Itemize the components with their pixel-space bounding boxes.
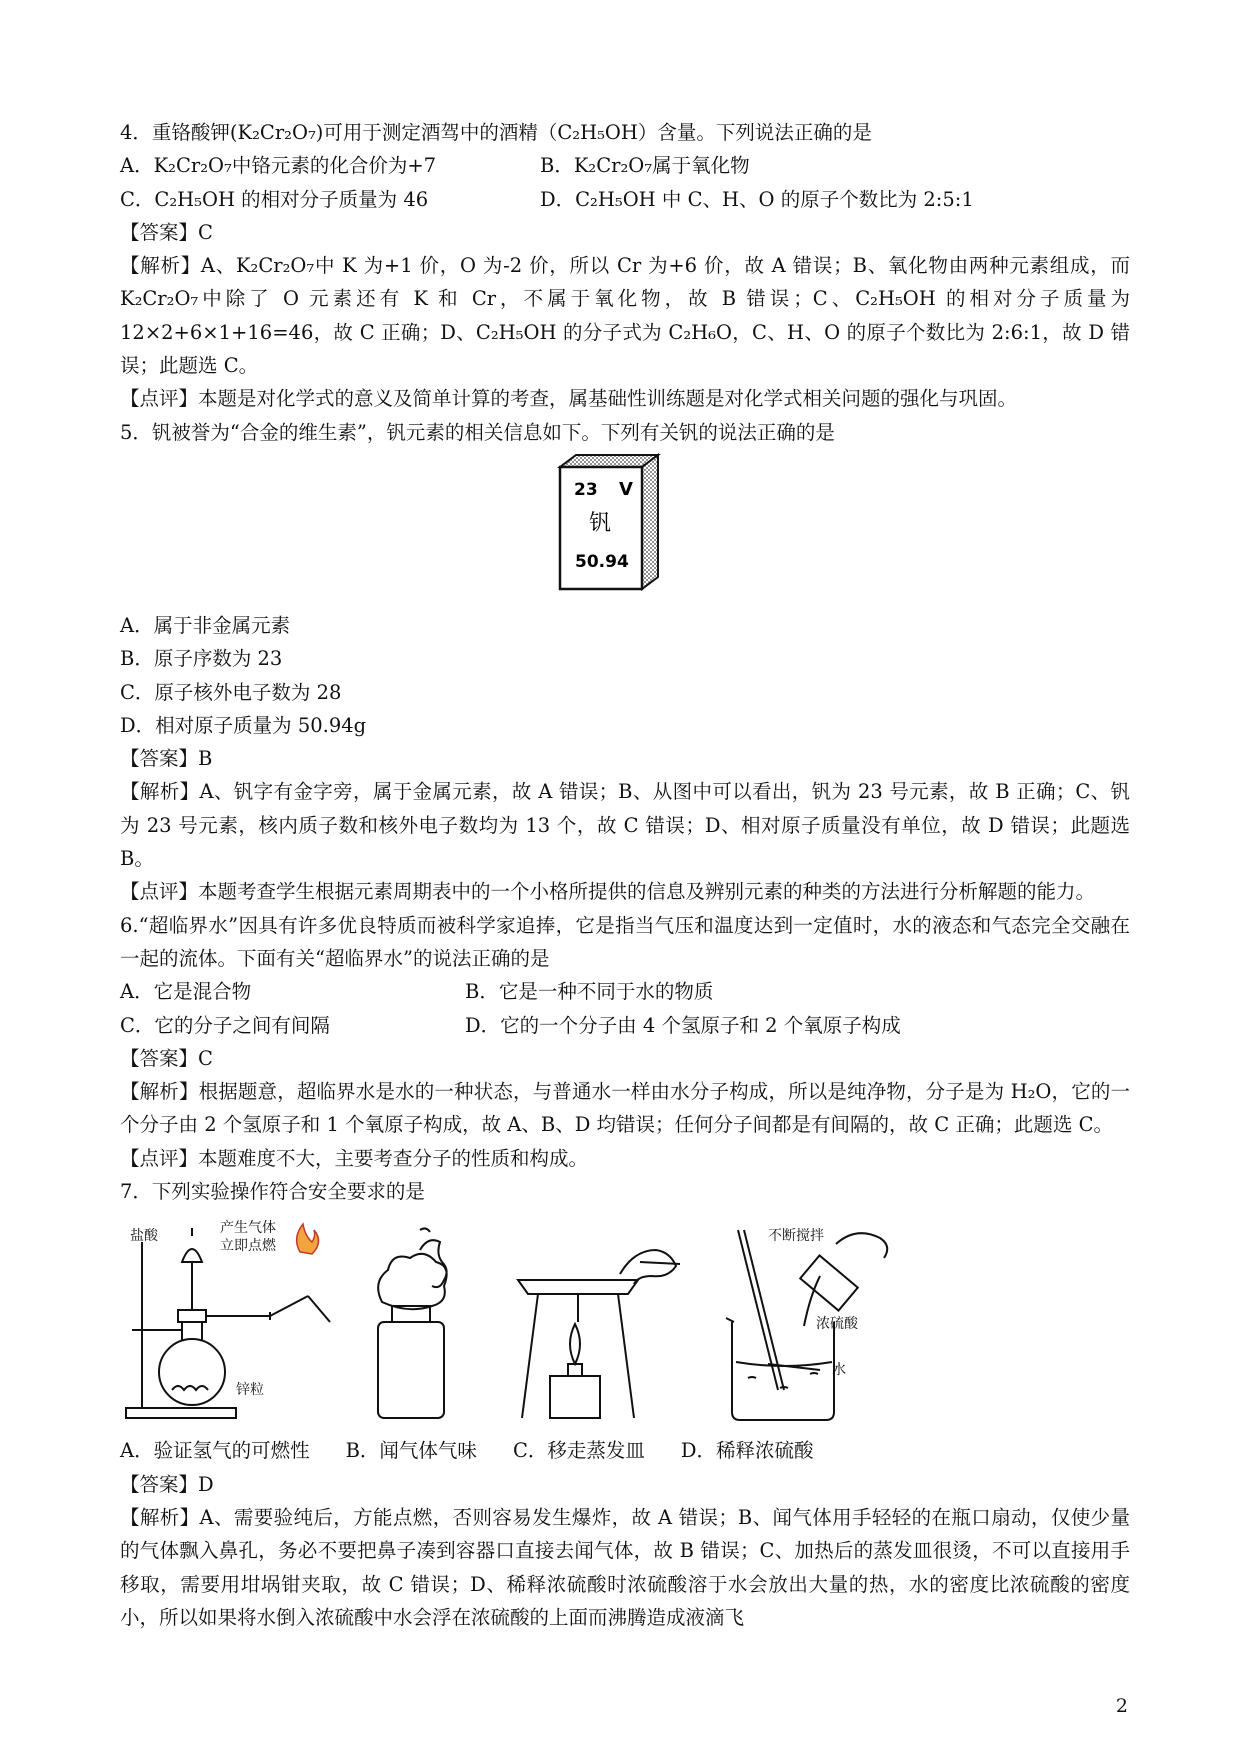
q5-stem: 5．钒被誉为“合金的维生素”，钒元素的相关信息如下。下列有关钒的说法正确的是	[120, 420, 835, 444]
q7-option-d: D．稀释浓硫酸	[680, 1439, 814, 1463]
figure-b-gas-bottle	[378, 1229, 447, 1419]
element-name: 钒	[589, 510, 612, 536]
figure-c-evaporating-dish	[518, 1250, 680, 1418]
q5-option-c: C．原子核外电子数为 28	[120, 680, 342, 704]
q4-stem: 4．重铬酸钾(K₂Cr₂O₇)可用于测定酒驾中的酒精（C₂H₅OH）含量。下列说法正确的是	[120, 121, 872, 144]
q6-option-a: A．它是混合物	[120, 980, 252, 1004]
q4-answer: 【答案】C	[120, 220, 213, 244]
q4-options-row1	[120, 149, 1130, 182]
label-water: 水	[832, 1362, 846, 1379]
q6-stem: 6.“超临界水”因具有许多优良特质而被科学家追捧，它是指当气压和温度达到一定值时，水的液态和气态完全交融在一起的流体。下面有关“超临界水”的说法正确的是	[120, 913, 1130, 970]
q7-figures	[120, 1212, 1130, 1430]
q4-options-row2	[120, 183, 1130, 216]
q6-options-row2	[120, 1009, 1130, 1042]
label-ignite: 立即点燃	[220, 1238, 276, 1255]
q7-stem: 7．下列实验操作符合安全要求的是	[120, 1180, 425, 1204]
q6-option-c: C．它的分子之间有间隔	[120, 1013, 330, 1037]
figure-a-hydrogen-apparatus	[126, 1228, 330, 1418]
q5-comment: 【点评】本题考查学生根据元素周期表中的一个小格所提供的信息及辨别元素的种类的方法进行分析解题的能力。	[120, 880, 1096, 904]
q4-comment: 【点评】本题是对化学式的意义及简单计算的考查，属基础性训练题是对化学式相关问题的强化与巩固。	[120, 387, 1018, 411]
q4-option-c: C．C₂H₅OH 的相对分子质量为 46	[120, 187, 429, 211]
page-number: 2	[1115, 1695, 1128, 1717]
label-hcl: 盐酸	[130, 1228, 158, 1245]
q7-analysis: 【解析】A、需要验纯后，方能点燃，否则容易发生爆炸，故 A 错误；B、闻气体用手轻轻的在瓶口扇动，仅使少量的气体飘入鼻孔，务必不要把鼻子凑到容器口直接去闻气体，故 B 错误；C、加热后的蒸发皿很烫，不可以直接用手移取，需要用坩埚钳夹取，故 C 错误；D、稀释浓硫酸时浓硫酸溶于水会放出大量的热，水的密度比浓硫酸的密度小，所以如果将水倒入浓硫酸中水会浮在浓硫酸的上面而沸腾造成液滴飞	[120, 1505, 1130, 1629]
label-gas: 产生气体	[220, 1220, 276, 1237]
q5-option-a: A．属于非金属元素	[120, 613, 291, 637]
q4-analysis: 【解析】A、K₂Cr₂O₇中 K 为+1 价，O 为-2 价，所以 Cr 为+6 价，故 A 错误；B、氧化物由两种元素组成，而 K₂Cr₂O₇中除了 O 元素还有 K 和 Cr，不属于氧化物，故 B 错误；C、C₂H₅OH 的相对分子质量为 12×2+6×1+16=46，故 C 正确；D、C₂H₅OH 的分子式为 C₂H₆O，C、H、O 的原子个数比为 2:6:1，故 D 错误；此题选 C。	[120, 254, 1130, 378]
q4-option-b: B．K₂Cr₂O₇属于氧化物	[540, 154, 750, 178]
element-mass: 50.94	[575, 551, 629, 572]
element-card-graphic	[120, 453, 1130, 603]
q4-option-a: A．K₂Cr₂O₇中铬元素的化合价为+7	[120, 154, 437, 178]
q7-answer: 【答案】D	[120, 1472, 214, 1496]
lab-figures	[120, 1212, 1130, 1430]
q5-element-figure	[120, 453, 1130, 603]
q6-answer: 【答案】C	[120, 1046, 213, 1070]
label-zinc: 锌粒	[236, 1382, 264, 1399]
q7-options-row	[120, 1434, 1130, 1467]
label-stir: 不断搅拌	[768, 1228, 824, 1245]
figure-d-beaker	[726, 1230, 887, 1420]
q6-analysis: 【解析】根据题意，超临界水是水的一种状态，与普通水一样由水分子构成，所以是纯净物，分子是为 H₂O，它的一个分子由 2 个氢原子和 1 个氧原子构成，故 A、B、D 均错误；任何分子间都是有间隔的，故 C 正确；此题选 C。	[120, 1080, 1130, 1137]
q4-option-d: D．C₂H₅OH 中 C、H、O 的原子个数比为 2:5:1	[540, 187, 974, 211]
element-number: 23	[574, 479, 598, 500]
element-symbol: V	[619, 478, 633, 500]
q5-option-d: D．相对原子质量为 50.94g	[120, 713, 367, 737]
q5-analysis: 【解析】A、钒字有金字旁，属于金属元素，故 A 错误；B、从图中可以看出，钒为 23 号元素，故 B 正确；C、钒为 23 号元素，核内质子数和核外电子数均为 13 个，故 C 错误；D、相对原子质量没有单位，故 D 错误；此题选 B。	[120, 780, 1130, 871]
label-acid: 浓硫酸	[816, 1316, 858, 1333]
q5-answer: 【答案】B	[120, 747, 213, 771]
q6-option-d: D．它的一个分子由 4 个氢原子和 2 个氧原子构成	[465, 1013, 901, 1037]
q6-option-b: B．它是一种不同于水的物质	[465, 980, 714, 1004]
q5-option-b: B．原子序数为 23	[120, 647, 283, 671]
q6-options-row1	[120, 975, 1130, 1008]
q6-comment: 【点评】本题难度不大，主要考查分子的性质和构成。	[120, 1146, 589, 1170]
q7-option-b: B．闻气体气味	[345, 1439, 477, 1463]
document-body	[120, 116, 1130, 1634]
q7-option-a: A．验证氢气的可燃性	[120, 1439, 310, 1463]
q7-option-c: C．移走蒸发皿	[512, 1439, 645, 1463]
